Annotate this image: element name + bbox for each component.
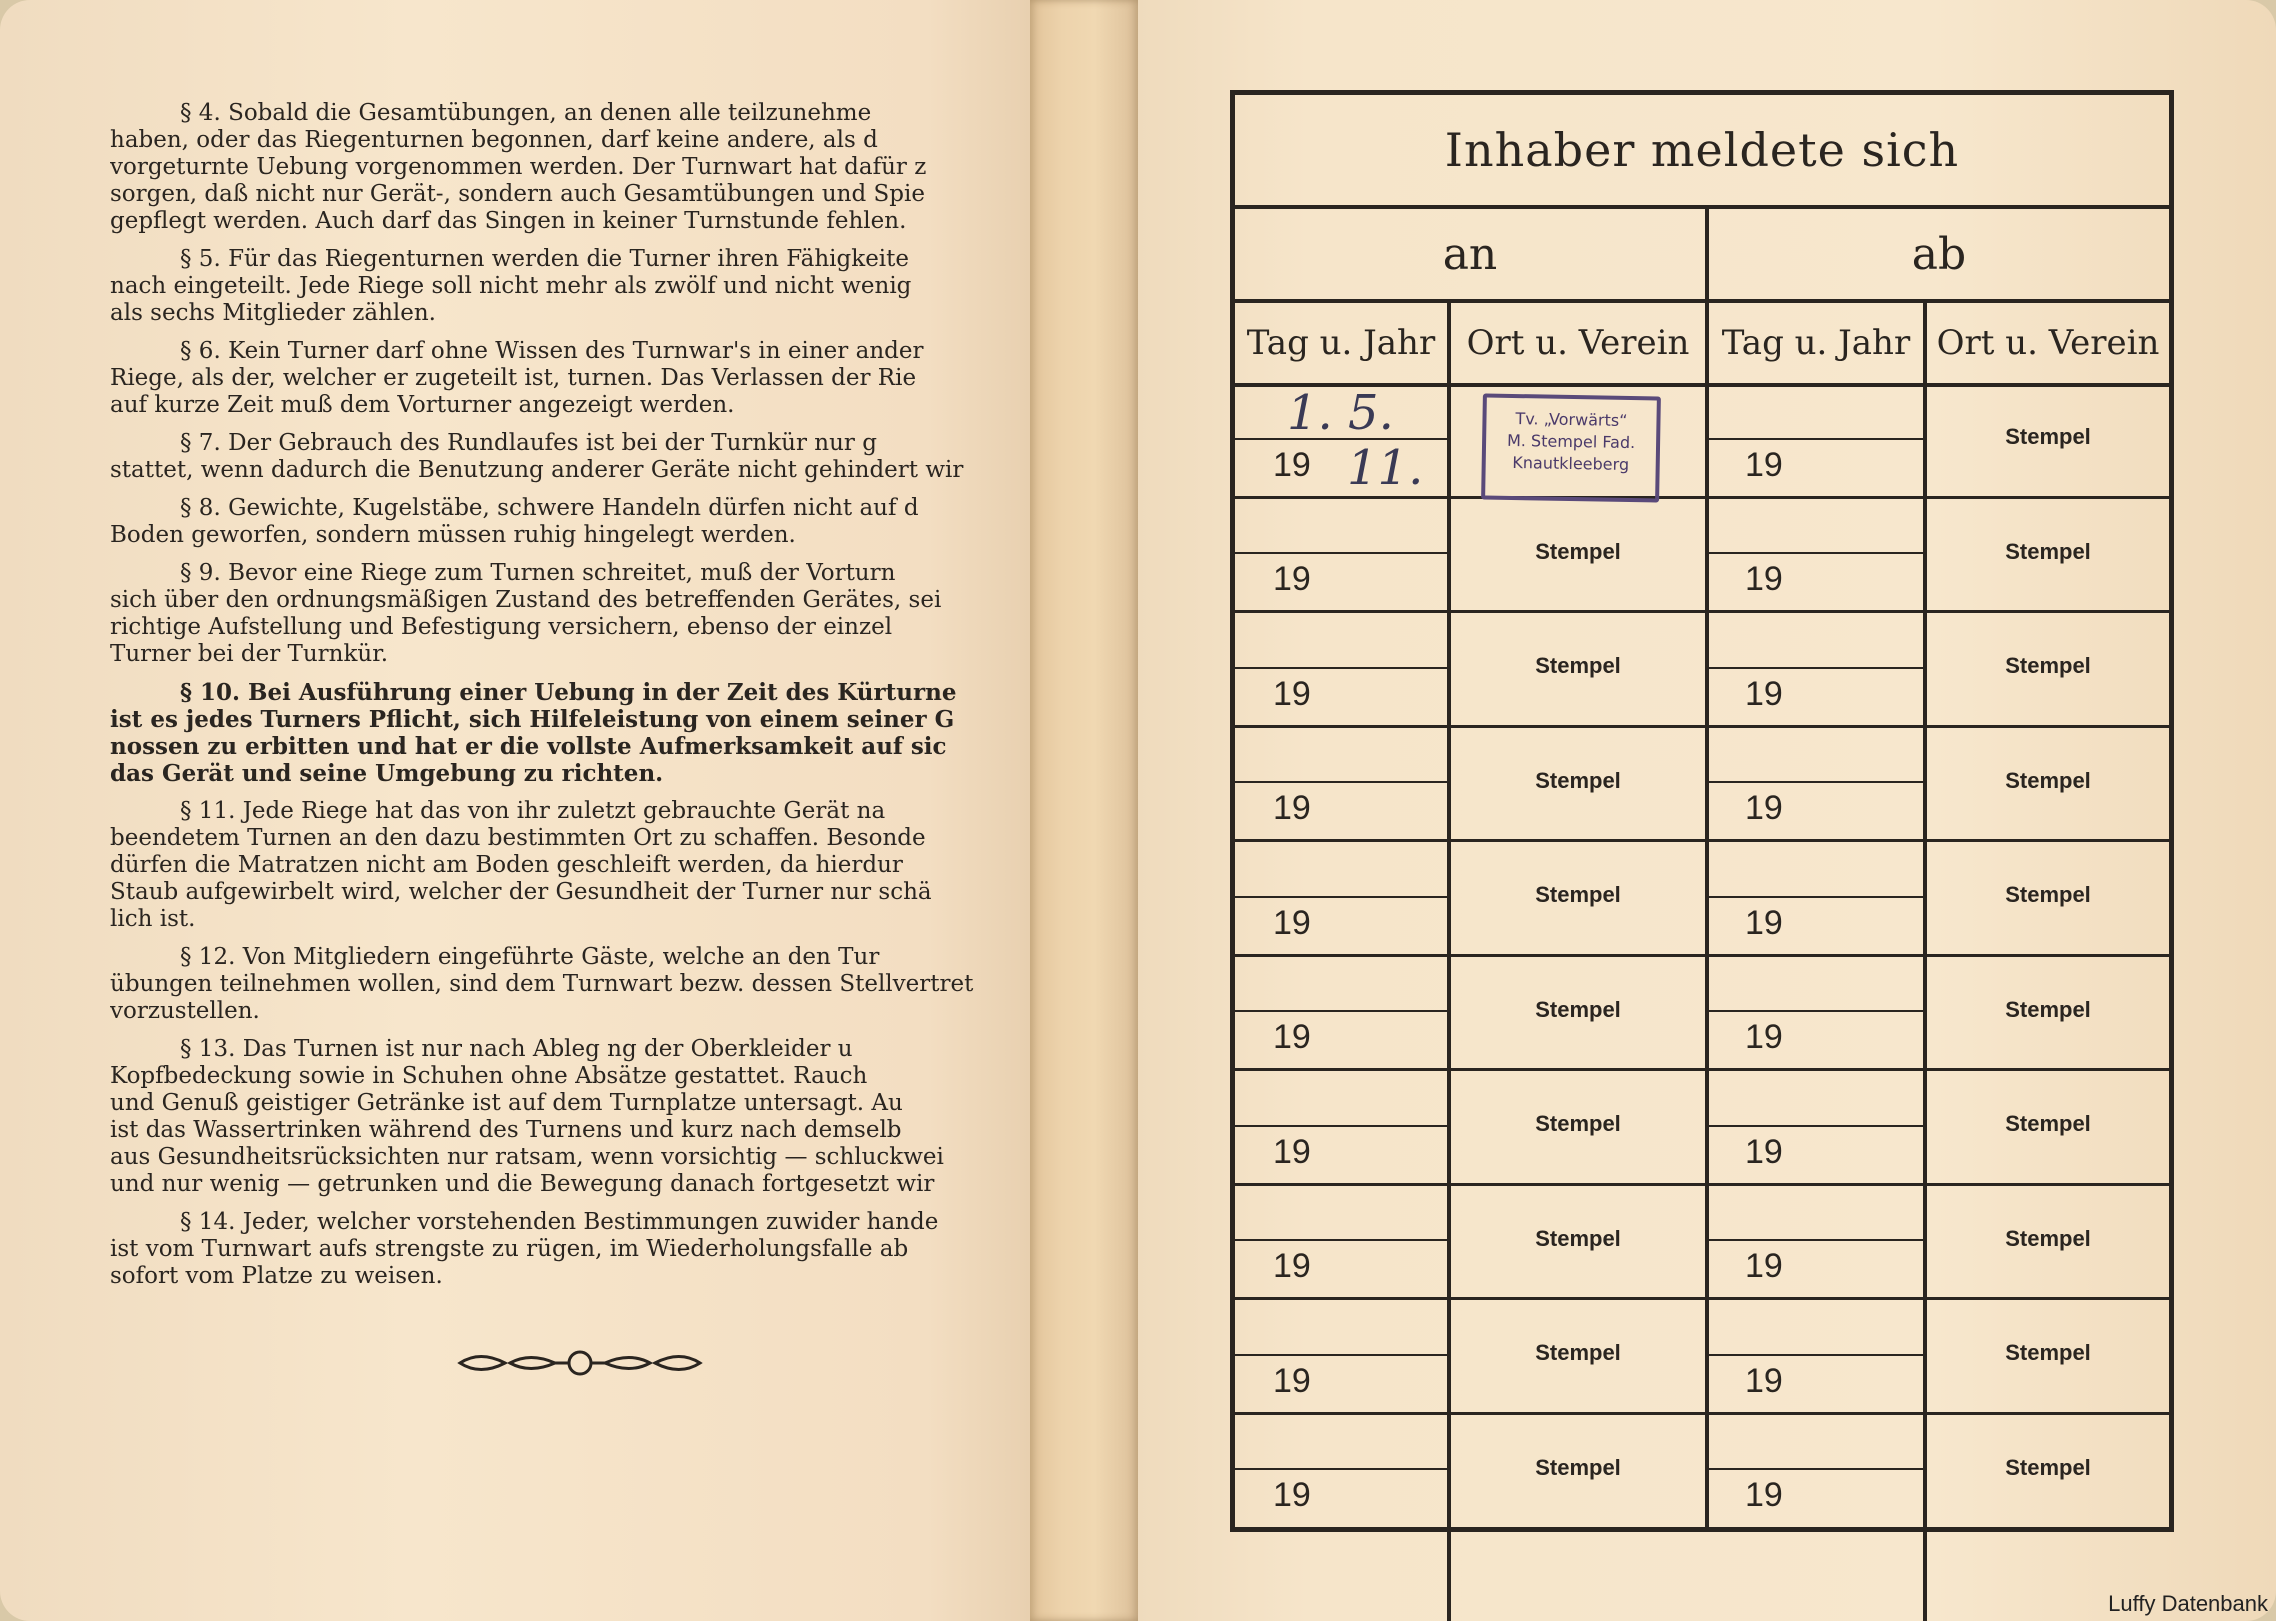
year-prefix-an: 19 [1273, 903, 1311, 942]
row-divider [1927, 954, 2169, 957]
row-divider [1927, 1412, 2169, 1415]
row-divider [1451, 839, 1705, 842]
stempel-label-ab: Stempel [2005, 1454, 2091, 1480]
row-divider [1451, 1297, 1705, 1300]
year-prefix-ab: 19 [1745, 1476, 1783, 1515]
row-divider [1709, 1412, 1923, 1415]
paragraph-line: § 11. Jede Riege hat das von ihr zuletzt gebrauchte Gerät na [180, 798, 886, 824]
paragraph-line: übungen teilnehmen wollen, sind dem Turnwart bezw. dessen Stellvertret [110, 971, 974, 997]
year-prefix-an: 19 [1273, 1132, 1311, 1171]
paragraph-p12 [110, 944, 1030, 1025]
paragraph-line: § 10. Bei Ausführung einer Uebung in der Zeit des Kürturne [180, 679, 957, 706]
subheader-an-tag: Tag u. Jahr [1235, 303, 1451, 387]
year-prefix-ab: 19 [1745, 674, 1783, 713]
year-prefix-ab: 19 [1745, 789, 1783, 828]
paragraph-line: § 14. Jeder, welcher vorstehenden Bestimmungen zuwider hande [180, 1209, 939, 1235]
form-title: Inhaber meldete sich [1235, 95, 2169, 209]
row-divider [1235, 610, 1447, 613]
row-divider [1927, 1183, 2169, 1186]
row-divider [1235, 1412, 1447, 1415]
paragraph-line: Boden geworfen, sondern müssen ruhig hingelegt werden. [110, 522, 796, 548]
paragraph-line: § 7. Der Gebrauch des Rundlaufes ist bei der Turnkür nur g [180, 430, 877, 456]
paragraph-line: sorgen, daß nicht nur Gerät-, sondern auch Gesamtübungen und Spie [110, 181, 925, 207]
stempel-label-an: Stempel [1535, 1454, 1621, 1480]
year-prefix-ab: 19 [1745, 560, 1783, 599]
row-divider [1451, 1068, 1705, 1071]
paragraph-p14 [110, 1209, 1030, 1290]
year-prefix-an: 19 [1273, 560, 1311, 599]
row-divider [1235, 1068, 1447, 1071]
row-divider [1927, 496, 2169, 499]
date-line [1709, 1468, 1923, 1470]
date-line [1709, 1125, 1923, 1127]
paragraph-line: § 9. Bevor eine Riege zum Turnen schreitet, muß der Vorturn [180, 560, 896, 586]
stempel-label-ab: Stempel [2005, 1225, 2091, 1251]
stempel-label-an: Stempel [1535, 1225, 1621, 1251]
paragraph-line: vorgeturnte Uebung vorgenommen werden. Der Turnwart hat dafür z [110, 154, 927, 180]
paragraph-line: sofort vom Platze zu weisen. [110, 1263, 443, 1289]
paragraph-line: gepflegt werden. Auch darf das Singen in keiner Turnstunde fehlen. [110, 208, 907, 234]
year-prefix-an: 19 [1273, 445, 1311, 484]
row-divider [1927, 1068, 2169, 1071]
paragraph-line: § 4. Sobald die Gesamtübungen, an denen alle teilzunehme [180, 100, 872, 126]
stempel-label-an: Stempel [1535, 1340, 1621, 1366]
date-line [1709, 1354, 1923, 1356]
row-divider [1709, 1297, 1923, 1300]
stamp-line-2: M. Stempel Fad. [1506, 430, 1636, 453]
year-prefix-ab: 19 [1745, 1361, 1783, 1400]
stempel-label-ab: Stempel [2005, 882, 2091, 908]
left-page [0, 0, 1030, 1621]
year-prefix-an: 19 [1273, 1361, 1311, 1400]
year-prefix-an: 19 [1273, 789, 1311, 828]
row-divider [1235, 954, 1447, 957]
column-ab: ab [1709, 209, 2169, 303]
paragraph-line: § 5. Für das Riegenturnen werden die Turner ihren Fähigkeite [180, 246, 910, 272]
date-line [1709, 781, 1923, 783]
club-stamp [1481, 393, 1661, 502]
paragraph-line: ist das Wassertrinken während des Turnens und kurz nach demselb [110, 1117, 902, 1143]
paragraph-line: Turner bei der Turnkür. [110, 641, 389, 667]
row-divider [1709, 1183, 1923, 1186]
paragraph-line: Kopfbedeckung sowie in Schuhen ohne Absätze gestattet. Rauch [110, 1063, 868, 1089]
paragraph-line: § 13. Das Turnen ist nur nach Ableg ng der Oberkleider u [180, 1036, 853, 1062]
year-prefix-ab: 19 [1745, 445, 1783, 484]
year-prefix-an: 19 [1273, 1476, 1311, 1515]
row-divider [1927, 725, 2169, 728]
paragraph-p10 [110, 679, 1030, 787]
date-line [1709, 667, 1923, 669]
date-line [1235, 552, 1447, 554]
row-divider [1451, 1183, 1705, 1186]
row-divider [1927, 610, 2169, 613]
paragraph-line: und Genuß geistiger Getränke ist auf dem Turnplatze untersagt. Au [110, 1090, 903, 1116]
paragraph-line: Riege, als der, welcher er zugeteilt ist, turnen. Das Verlassen der Rie [110, 365, 917, 391]
paragraph-line: sich über den ordnungsmäßigen Zustand des betreffenden Gerätes, sei [110, 587, 942, 613]
date-line [1235, 781, 1447, 783]
year-prefix-an: 19 [1273, 1018, 1311, 1057]
row-divider [1927, 839, 2169, 842]
paragraph-line: nach eingeteilt. Jede Riege soll nicht mehr als zwölf und nicht wenig [110, 273, 912, 299]
stempel-label-ab: Stempel [2005, 996, 2091, 1022]
paragraph-line: vorzustellen. [110, 998, 260, 1024]
row-divider [1709, 839, 1923, 842]
row-divider [1235, 839, 1447, 842]
year-prefix-ab: 19 [1745, 1018, 1783, 1057]
stempel-label-ab: Stempel [2005, 1340, 2091, 1366]
stamp-line-3: Knautkleeberg [1512, 452, 1630, 475]
row-divider [1709, 725, 1923, 728]
paragraph-line: lich ist. [110, 906, 196, 932]
paragraph-p7 [110, 430, 1030, 484]
subheader-ab-ort: Ort u. Verein [1927, 303, 2169, 387]
paragraph-line: Staub aufgewirbelt wird, welcher der Gesundheit der Turner nur schä [110, 879, 932, 905]
paragraph-line: nossen zu erbitten und hat er die vollste Aufmerksamkeit auf sic [110, 733, 947, 760]
column-divider [1447, 303, 1451, 1621]
row-divider [1709, 1068, 1923, 1071]
paragraph-line: dürfen die Matratzen nicht am Boden geschleift werden, da hierdur [110, 852, 903, 878]
column-divider [1705, 209, 1709, 1527]
column-divider [1923, 303, 1927, 1621]
paragraph-line: § 12. Von Mitgliedern eingeführte Gäste, welche an den Tur [180, 944, 880, 970]
paragraph-p8 [110, 495, 1030, 549]
date-line [1709, 438, 1923, 440]
paragraph-line: § 8. Gewichte, Kugelstäbe, schwere Handeln dürfen nicht auf d [180, 495, 919, 521]
row-divider [1451, 954, 1705, 957]
paragraph-line: stattet, wenn dadurch die Benutzung anderer Geräte nicht gehindert wir [110, 457, 964, 483]
stempel-label-an: Stempel [1535, 1111, 1621, 1137]
stempel-label-an: Stempel [1535, 767, 1621, 793]
ornament-divider-icon [450, 1348, 710, 1378]
row-divider [1451, 725, 1705, 728]
paragraph-p9 [110, 560, 1030, 668]
row-divider [1235, 725, 1447, 728]
subheader-ab-tag: Tag u. Jahr [1709, 303, 1927, 387]
row-divider [1451, 1412, 1705, 1415]
paragraph-line: aus Gesundheitsrücksichten nur ratsam, wenn vorsichtig — schluckwei [110, 1144, 944, 1170]
subheader-an-ort: Ort u. Verein [1451, 303, 1709, 387]
row-divider [1235, 1183, 1447, 1186]
date-line [1235, 1010, 1447, 1012]
stempel-label-an: Stempel [1535, 882, 1621, 908]
year-prefix-an: 19 [1273, 674, 1311, 713]
row-divider [1709, 610, 1923, 613]
row-divider [1927, 1297, 2169, 1300]
paragraph-line: § 6. Kein Turner darf ohne Wissen des Turnwar's in einer ander [180, 338, 924, 364]
year-prefix-an: 19 [1273, 1247, 1311, 1286]
stempel-label-an: Stempel [1535, 653, 1621, 679]
stempel-label-ab: Stempel [2005, 424, 2091, 450]
stempel-label-an: Stempel [1535, 538, 1621, 564]
stempel-label-ab: Stempel [2005, 538, 2091, 564]
row-divider [1451, 610, 1705, 613]
stempel-label-ab: Stempel [2005, 1111, 2091, 1137]
paragraph-line: richtige Aufstellung und Befestigung versichern, ebenso der einzel [110, 614, 893, 640]
handwritten-date: 1. 5. [1287, 385, 1394, 441]
paragraph-line: ist vom Turnwart aufs strengste zu rügen, im Wiederholungsfalle ab [110, 1236, 909, 1262]
year-prefix-ab: 19 [1745, 903, 1783, 942]
stempel-label-an: Stempel [1535, 996, 1621, 1022]
date-line [1235, 896, 1447, 898]
paragraph-line: auf kurze Zeit muß dem Vorturner angezeigt werden. [110, 392, 735, 418]
paragraph-line: haben, oder das Riegenturnen begonnen, darf keine andere, als d [110, 127, 878, 153]
paragraph-line: das Gerät und seine Umgebung zu richten. [110, 760, 664, 787]
rules-text [110, 100, 1030, 1301]
paragraph-p4 [110, 100, 1030, 235]
date-line [1709, 896, 1923, 898]
paragraph-p6 [110, 338, 1030, 419]
row-divider [1709, 954, 1923, 957]
registration-form [1230, 90, 2174, 1532]
date-line [1235, 1239, 1447, 1241]
date-line [1709, 1239, 1923, 1241]
year-prefix-ab: 19 [1745, 1247, 1783, 1286]
year-prefix-ab: 19 [1745, 1132, 1783, 1171]
stempel-label-ab: Stempel [2005, 767, 2091, 793]
paragraph-p13 [110, 1036, 1030, 1198]
book-gutter [1030, 0, 1138, 1621]
row-divider [1709, 496, 1923, 499]
paragraph-p5 [110, 246, 1030, 327]
date-line [1235, 667, 1447, 669]
date-line [1235, 1125, 1447, 1127]
column-an: an [1235, 209, 1709, 303]
date-line [1235, 1354, 1447, 1356]
paragraph-line: und nur wenig — getrunken und die Bewegung danach fortgesetzt wir [110, 1171, 935, 1197]
paragraph-p11 [110, 798, 1030, 933]
row-divider [1235, 1297, 1447, 1300]
paragraph-line: als sechs Mitglieder zählen. [110, 300, 436, 326]
handwritten-year-suffix: 11. [1347, 440, 1424, 496]
paragraph-line: beendetem Turnen an den dazu bestimmten Ort zu schaffen. Besonde [110, 825, 926, 851]
date-line [1709, 1010, 1923, 1012]
watermark: Luffy Datenbank [2108, 1591, 2268, 1616]
stempel-label-ab: Stempel [2005, 653, 2091, 679]
date-line [1709, 552, 1923, 554]
date-line [1235, 1468, 1447, 1470]
stamp-line-1: Tv. „Vorwärts“ [1515, 409, 1628, 430]
paragraph-line: ist es jedes Turners Pflicht, sich Hilfeleistung von einem seiner G [110, 706, 955, 733]
